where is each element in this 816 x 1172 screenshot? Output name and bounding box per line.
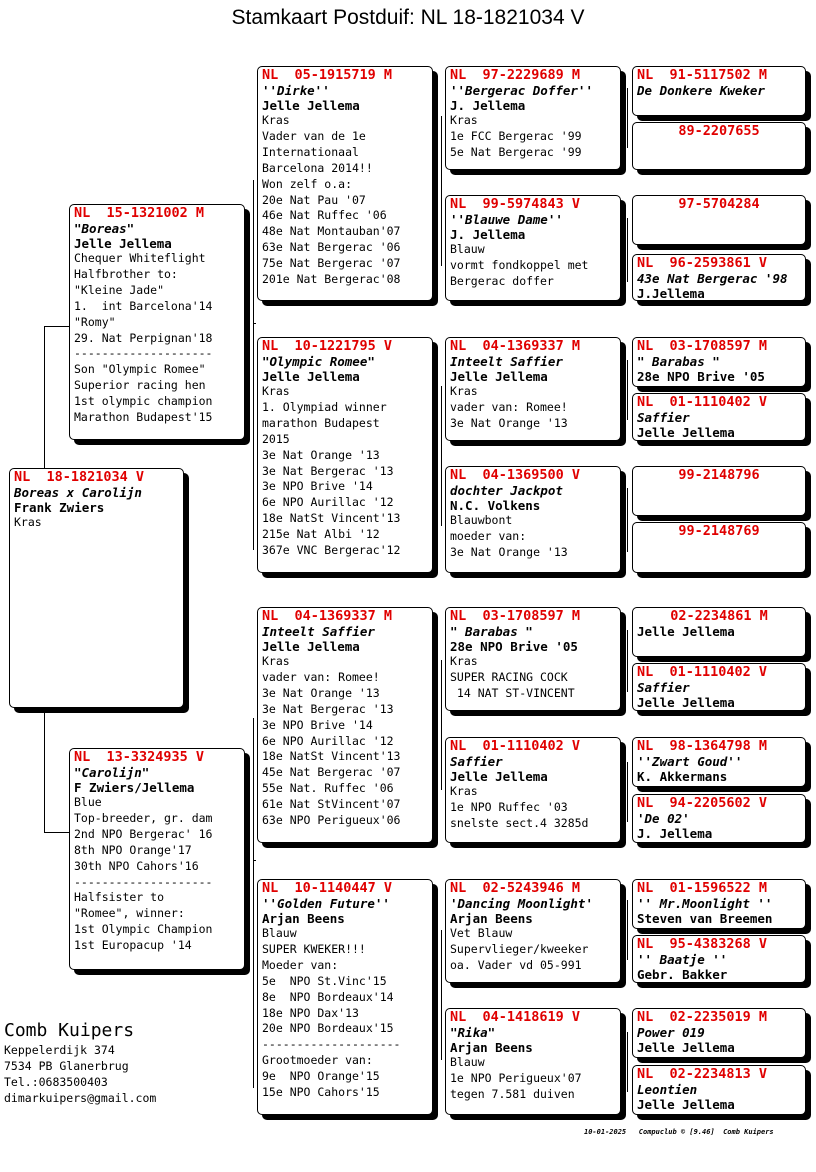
- info-line: tegen 7.581 duiven: [450, 1086, 575, 1101]
- info-line: Superior racing hen: [74, 378, 206, 393]
- breeder-name: Comb Kuipers: [4, 1020, 135, 1041]
- connector: [627, 218, 628, 282]
- pigeon-name: "Boreas": [74, 221, 135, 236]
- info-line: 1. Olympiad winner: [262, 399, 387, 414]
- ring-number: NL 98-1364798 M: [637, 738, 768, 754]
- connector: [44, 832, 70, 833]
- info-line: 6e NPO Aurillac '12: [262, 733, 394, 748]
- info-line: 1. int Barcelona'14: [74, 298, 213, 313]
- connector: [44, 326, 45, 470]
- pedigree-card-subject[interactable]: [9, 468, 184, 708]
- info-line: 1st Europacup '14: [74, 938, 192, 953]
- info-line: oa. Vader vd 05-991: [450, 957, 582, 972]
- ring-number: NL 04-1369500 V: [450, 467, 581, 483]
- info-line: Blauw: [262, 926, 297, 940]
- info-line: Supervlieger/kweeker: [450, 941, 589, 956]
- info-line: 1e FCC Bergerac '99: [450, 128, 582, 143]
- info-line: Marathon Budapest'15: [74, 410, 213, 425]
- ring-number: NL 05-1915719 M: [262, 67, 393, 83]
- owner-name: Jelle Jellema: [637, 1040, 735, 1055]
- owner-name: Jelle Jellema: [262, 98, 360, 113]
- info-line: --------------------: [262, 1037, 401, 1052]
- pedigree-card-gen3[interactable]: [445, 66, 621, 170]
- info-line: 61e Nat StVincent'07: [262, 797, 401, 812]
- owner-name: J.Jellema: [637, 286, 705, 301]
- connector: [627, 630, 628, 692]
- connector: [441, 116, 442, 266]
- ring-number: NL 03-1708597 M: [450, 608, 581, 624]
- info-line: SUPER RACING COCK: [450, 669, 568, 684]
- info-line: Halfbrother to:: [74, 266, 178, 281]
- connector: [441, 930, 442, 1060]
- info-line: 48e Nat Montauban'07: [262, 224, 401, 239]
- owner-name: 28e NPO Brive '05: [637, 369, 765, 384]
- info-line: Kras: [262, 654, 290, 668]
- pigeon-name: ''Bergerac Doffer'': [450, 83, 593, 98]
- info-line: Vet Blauw: [450, 926, 513, 940]
- owner-name: Frank Zwiers: [14, 500, 105, 515]
- ring-number: NL 01-1596522 M: [637, 880, 768, 896]
- pedigree-card-gen4[interactable]: [632, 122, 806, 170]
- pedigree-card-gen4[interactable]: [632, 195, 806, 245]
- info-line: Bergerac doffer: [450, 273, 554, 288]
- info-line: Kras: [262, 384, 290, 398]
- info-line: 1st Olympic Champion: [74, 922, 213, 937]
- info-line: 9e NPO Orange'15: [262, 1069, 380, 1084]
- info-line: 215e Nat Albi '12: [262, 527, 380, 542]
- owner-name: J. Jellema: [637, 826, 713, 841]
- info-line: Moeder van:: [262, 957, 339, 972]
- info-line: "Romy": [74, 314, 116, 329]
- owner-name: Arjan Beens: [450, 1040, 533, 1055]
- owner-name: Jelle Jellema: [262, 369, 360, 384]
- pedigree-card-granddam-paternal[interactable]: [257, 337, 433, 573]
- info-line: Blue: [74, 795, 102, 809]
- pigeon-name: 'Dancing Moonlight': [450, 896, 593, 911]
- ring-number: NL 04-1369337 M: [262, 608, 393, 624]
- pedigree-card-gen3[interactable]: [445, 737, 621, 843]
- owner-name: Jelle Jellema: [637, 1097, 735, 1112]
- owner-name: Jelle Jellema: [637, 624, 735, 639]
- pedigree-card-gen4[interactable]: [632, 337, 806, 387]
- breeder-email: dimarkuipers@gmail.com: [4, 1091, 157, 1105]
- pigeon-name: ''Blauwe Dame'': [450, 212, 563, 227]
- pigeon-name: 'De 02': [637, 811, 690, 826]
- info-line: 201e Nat Bergerac'08: [262, 272, 401, 287]
- ring-number: 99-2148796: [678, 467, 760, 483]
- info-line: 15e NPO Cahors'15: [262, 1085, 380, 1100]
- info-line: --------------------: [74, 346, 213, 361]
- info-line: 8e NPO Bordeaux'14: [262, 989, 394, 1004]
- info-line: 3e Nat Orange '13: [262, 685, 380, 700]
- pigeon-name: Leontien: [637, 1082, 698, 1097]
- info-line: 18e NatSt Vincent'13: [262, 511, 401, 526]
- owner-name: Jelle Jellema: [74, 236, 172, 251]
- info-line: Kras: [450, 384, 478, 398]
- ring-number: NL 18-1821034 V: [14, 469, 145, 485]
- owner-name: F Zwiers/Jellema: [74, 780, 195, 795]
- info-line: 18e NatSt Vincent'13: [262, 749, 401, 764]
- info-line: Blauwbont: [450, 513, 513, 527]
- ring-number: NL 01-1110402 V: [637, 664, 768, 680]
- connector: [627, 900, 628, 960]
- connector: [627, 762, 628, 822]
- ring-number: NL 97-2229689 M: [450, 67, 581, 83]
- owner-name: Jelle Jellema: [450, 369, 548, 384]
- info-line: 2nd NPO Bergerac' 16: [74, 826, 213, 841]
- ring-number: 97-5704284: [678, 196, 760, 212]
- info-line: "Romee", winner:: [74, 906, 185, 921]
- info-line: 1st olympic champion: [74, 394, 213, 409]
- ring-number: 02-2234861 M: [670, 608, 768, 624]
- info-line: 1e NPO Perigueux'07: [450, 1070, 582, 1085]
- pedigree-card-gen3[interactable]: [445, 1008, 621, 1115]
- info-line: 20e NPO Bordeaux'15: [262, 1021, 394, 1036]
- info-line: moeder van:: [450, 528, 527, 543]
- connector: [627, 88, 628, 148]
- ring-number: NL 13-3324935 V: [74, 749, 205, 765]
- connector: [441, 660, 442, 790]
- pedigree-card-gen4[interactable]: [632, 1008, 806, 1058]
- info-line: Vader van de 1e: [262, 128, 366, 143]
- breeder-info: [4, 1020, 156, 1106]
- owner-name: Jelle Jellema: [637, 695, 735, 710]
- pigeon-name: '' Baatje '': [637, 952, 728, 967]
- info-line: 14 NAT ST-VINCENT: [450, 685, 575, 700]
- pigeon-name: " Barabas ": [450, 624, 533, 639]
- info-line: 30th NPO Cahors'16: [74, 858, 199, 873]
- connector: [253, 860, 256, 861]
- pedigree-card-gen3[interactable]: [445, 466, 621, 573]
- info-line: 3e Nat Orange '13: [450, 544, 568, 559]
- info-line: 2015: [262, 431, 290, 446]
- owner-name: Arjan Beens: [262, 911, 345, 926]
- ring-number: NL 02-2234813 V: [637, 1066, 768, 1082]
- pedigree-card-gen4[interactable]: [632, 663, 806, 711]
- pigeon-name: 43e Nat Bergerac '98: [637, 271, 788, 286]
- footer-credit: 10-01-2025 Compuclub © [9.46] Comb Kuipers: [584, 1128, 774, 1136]
- owner-name: Gebr. Bakker: [637, 967, 728, 982]
- pigeon-name: Inteelt Saffier: [450, 354, 563, 369]
- info-line: 5e NPO St.Vinc'15: [262, 973, 387, 988]
- info-line: 3e Nat Bergerac '13: [262, 463, 394, 478]
- info-line: Kras: [450, 654, 478, 668]
- pedigree-card-gen3[interactable]: [445, 195, 621, 301]
- owner-name: Jelle Jellema: [262, 639, 360, 654]
- info-line: 18e NPO Dax'13: [262, 1005, 359, 1020]
- pigeon-name: Inteelt Saffier: [262, 624, 375, 639]
- pedigree-card-gen4[interactable]: [632, 935, 806, 983]
- pedigree-card-gen4[interactable]: [632, 607, 806, 657]
- owner-name: Jelle Jellema: [450, 769, 548, 784]
- info-line: Chequer Whiteflight: [74, 251, 206, 265]
- pedigree-card-sire[interactable]: [69, 204, 245, 440]
- ring-number: NL 02-5243946 M: [450, 880, 581, 896]
- info-line: SUPER KWEKER!!!: [262, 941, 366, 956]
- info-line: 3e Nat Bergerac '13: [262, 701, 394, 716]
- owner-name: N.C. Volkens: [450, 498, 541, 513]
- pigeon-name: "Carolijn": [74, 765, 150, 780]
- pedigree-card-gen4[interactable]: [632, 522, 806, 573]
- info-line: 8th NPO Orange'17: [74, 842, 192, 857]
- connector: [44, 712, 45, 832]
- info-line: 75e Nat Bergerac '07: [262, 256, 401, 271]
- pigeon-name: ''Zwart Goud'': [637, 754, 743, 769]
- ring-number: NL 15-1321002 M: [74, 205, 205, 221]
- pigeon-name: "Olympic Romee": [262, 354, 375, 369]
- ring-number: 89-2207655: [678, 123, 760, 139]
- pedigree-card-grandsire-paternal[interactable]: [257, 66, 433, 301]
- info-line: 3e Nat Orange '13: [450, 415, 568, 430]
- pigeon-name: '' Mr.Moonlight '': [637, 896, 773, 911]
- connector: [627, 488, 628, 552]
- info-line: 20e Nat Pau '07: [262, 192, 366, 207]
- info-line: Kras: [262, 113, 290, 127]
- info-line: 63e Nat Bergerac '06: [262, 240, 401, 255]
- pigeon-name: ''Dirke'': [262, 83, 330, 98]
- breeder-phone: Tel.:0683500403: [4, 1075, 108, 1089]
- pigeon-name: Boreas x Carolijn: [14, 485, 142, 500]
- info-line: Grootmoeder van:: [262, 1053, 373, 1068]
- info-line: Kras: [450, 784, 478, 798]
- info-line: 45e Nat Bergerac '07: [262, 765, 401, 780]
- info-line: Barcelona 2014!!: [262, 160, 373, 175]
- info-line: vormt fondkoppel met: [450, 257, 589, 272]
- connector: [627, 1032, 628, 1092]
- ring-number: NL 99-5974843 V: [450, 196, 581, 212]
- info-line: Blauw: [450, 1055, 485, 1069]
- info-line: Won zelf o.a:: [262, 176, 353, 191]
- info-line: "Kleine Jade": [74, 282, 165, 297]
- ring-number: NL 03-1708597 M: [637, 338, 768, 354]
- breeder-address: Keppelerdijk 374: [4, 1043, 115, 1057]
- owner-name: J. Jellema: [450, 227, 526, 242]
- info-line: vader van: Romee!: [450, 399, 568, 414]
- info-line: 3e NPO Brive '14: [262, 717, 373, 732]
- info-line: 6e NPO Aurillac '12: [262, 495, 394, 510]
- pigeon-name: De Donkere Kweker: [637, 83, 765, 98]
- pedigree-card-gen4[interactable]: [632, 737, 806, 787]
- info-line: 55e Nat. Ruffec '06: [262, 781, 394, 796]
- pigeon-name: Power 019: [637, 1025, 705, 1040]
- connector: [627, 360, 628, 420]
- info-line: 63e NPO Perigueux'06: [262, 813, 401, 828]
- owner-name: 28e NPO Brive '05: [450, 639, 578, 654]
- info-line: vader van: Romee!: [262, 669, 380, 684]
- info-line: Halfsister to: [74, 890, 165, 905]
- ring-number: NL 01-1110402 V: [450, 738, 581, 754]
- info-line: 367e VNC Bergerac'12: [262, 543, 401, 558]
- pigeon-name: Saffier: [637, 680, 690, 695]
- page-title: Stamkaart Postduif: NL 18-1821034 V: [231, 6, 585, 29]
- pedigree-card-gen4[interactable]: [632, 393, 806, 441]
- ring-number: NL 04-1418619 V: [450, 1009, 581, 1025]
- info-line: 46e Nat Ruffec '06: [262, 208, 387, 223]
- info-line: Internationaal: [262, 144, 359, 159]
- info-line: Kras: [14, 515, 42, 529]
- info-line: 5e Nat Bergerac '99: [450, 144, 582, 159]
- info-line: --------------------: [74, 874, 213, 889]
- pedigree-card-gen4[interactable]: [632, 794, 806, 843]
- pigeon-name: " Barabas ": [637, 354, 720, 369]
- info-line: Top-breeder, gr. dam: [74, 810, 213, 825]
- pigeon-name: Saffier: [450, 754, 503, 769]
- ring-number: NL 95-4383268 V: [637, 936, 768, 952]
- info-line: Blauw: [450, 242, 485, 256]
- pedigree-card-gen4[interactable]: [632, 254, 806, 301]
- connector: [253, 180, 254, 550]
- connector: [253, 323, 256, 324]
- pedigree-card-gen3[interactable]: [445, 879, 621, 983]
- owner-name: K. Akkermans: [637, 769, 728, 784]
- connector: [44, 326, 70, 327]
- ring-number: NL 91-5117502 M: [637, 67, 768, 83]
- info-line: Kras: [450, 113, 478, 127]
- ring-number: NL 10-1221795 V: [262, 338, 393, 354]
- owner-name: Arjan Beens: [450, 911, 533, 926]
- info-line: Son "Olympic Romee": [74, 362, 206, 377]
- pigeon-name: dochter Jackpot: [450, 483, 563, 498]
- owner-name: Jelle Jellema: [637, 425, 735, 440]
- owner-name: Steven van Breemen: [637, 911, 773, 926]
- connector: [253, 718, 254, 1088]
- info-line: 3e Nat Orange '13: [262, 447, 380, 462]
- pedigree-card-granddam-maternal[interactable]: [257, 879, 433, 1115]
- pedigree-card-gen3[interactable]: [445, 337, 621, 441]
- owner-name: J. Jellema: [450, 98, 526, 113]
- info-line: 3e NPO Brive '14: [262, 479, 373, 494]
- pigeon-name: Saffier: [637, 410, 690, 425]
- pigeon-name: ''Golden Future'': [262, 896, 390, 911]
- ring-number: NL 04-1369337 M: [450, 338, 581, 354]
- info-line: marathon Budapest: [262, 415, 380, 430]
- info-line: 29. Nat Perpignan'18: [74, 330, 213, 345]
- ring-number: NL 94-2205602 V: [637, 795, 768, 811]
- ring-number: NL 02-2235019 M: [637, 1009, 768, 1025]
- ring-number: NL 01-1110402 V: [637, 394, 768, 410]
- info-line: 1e NPO Ruffec '03: [450, 799, 568, 814]
- pedigree-card-dam[interactable]: [69, 748, 245, 970]
- info-line: snelste sect.4 3285d: [450, 815, 589, 830]
- ring-number: NL 96-2593861 V: [637, 255, 768, 271]
- pedigree-card-gen4[interactable]: [632, 879, 806, 929]
- ring-number: 99-2148769: [678, 523, 760, 539]
- ring-number: NL 10-1140447 V: [262, 880, 393, 896]
- connector: [441, 386, 442, 526]
- pedigree-card-gen4[interactable]: [632, 1065, 806, 1115]
- breeder-postcode: 7534 PB Glanerbrug: [4, 1059, 129, 1073]
- pedigree-card-grandsire-maternal[interactable]: [257, 607, 433, 843]
- pedigree-card-gen4[interactable]: [632, 66, 806, 116]
- pedigree-card-gen4[interactable]: [632, 466, 806, 516]
- pedigree-card-gen3[interactable]: [445, 607, 621, 711]
- pigeon-name: "Rika": [450, 1025, 496, 1040]
